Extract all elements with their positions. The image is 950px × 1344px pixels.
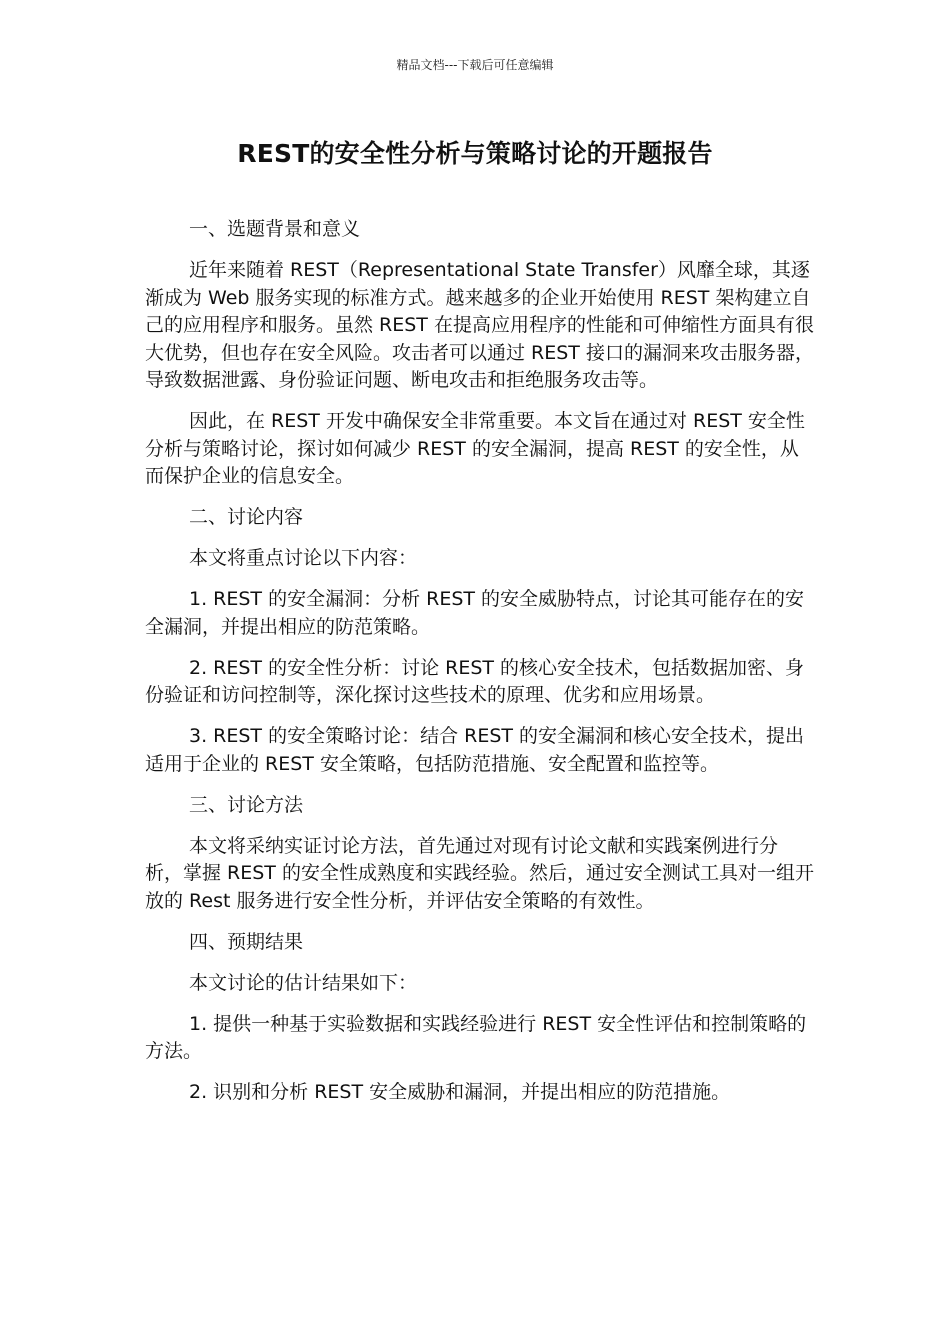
paragraph-background: 近年来随着 REST（Representational State Transfer）风靡全球，其逐渐成为 Web 服务实现的标准方式。越来越多的企业开始使用 REST 架构建立自己的应用程序和服务。虽然 REST 在提高应用程序的性能和可伸缩性方面具有很大优势，但也存在安全风险。攻击者可以通过 REST 接口的漏洞来攻击服务器，导致数据泄露、身份验证问题、断电攻击和拒绝服务攻击等。 [145, 259, 814, 391]
section-heading-method: 三、讨论方法 [189, 793, 304, 816]
document-title: REST的安全性分析与策略讨论的开题报告 [237, 139, 713, 168]
paragraph-purpose: 因此，在 REST 开发中确保安全非常重要。本文旨在通过对 REST 安全性分析与策略讨论，探讨如何减少 REST 的安全漏洞，提高 REST 的安全性，从而保护企业的信息安全。 [145, 410, 805, 487]
section-heading-results: 四、预期结果 [189, 930, 304, 953]
list-item-result-threats: 2. 识别和分析 REST 安全威胁和漏洞，并提出相应的防范措施。 [189, 1081, 731, 1103]
section-heading-content: 二、讨论内容 [189, 506, 304, 528]
list-item-vulnerabilities: 1. REST 的安全漏洞：分析 REST 的安全威胁特点，讨论其可能存在的安全漏洞，并提出相应的防范策略。 [145, 588, 805, 638]
section-heading-background: 一、选题背景和意义 [189, 218, 361, 240]
list-item-security-strategy: 3. REST 的安全策略讨论：结合 REST 的安全漏洞和核心安全技术，提出适用于企业的 REST 安全策略，包括防范措施、安全配置和监控等。 [145, 725, 805, 775]
list-item-security-analysis: 2. REST 的安全性分析：讨论 REST 的核心安全技术，包括数据加密、身份验证和访问控制等，深化探讨这些技术的原理、优劣和应用场景。 [145, 656, 805, 706]
paragraph-method: 本文将采纳实证讨论方法，首先通过对现有讨论文献和实践案例进行分析，掌握 REST 的安全性成熟度和实践经验。然后，通过安全测试工具对一组开放的 Rest 服务进行安全性分析，并评估安全策略的有效性。 [145, 834, 814, 912]
paragraph-results-intro: 本文讨论的估计结果如下： [189, 971, 418, 994]
document-body [145, 216, 815, 1120]
list-item-result-method: 1. 提供一种基于实验数据和实践经验进行 REST 安全性评估和控制策略的方法。 [145, 1012, 807, 1062]
header-note: 精品文档---下载后可任意编辑 [396, 58, 554, 72]
paragraph-content-intro: 本文将重点讨论以下内容： [189, 547, 418, 569]
